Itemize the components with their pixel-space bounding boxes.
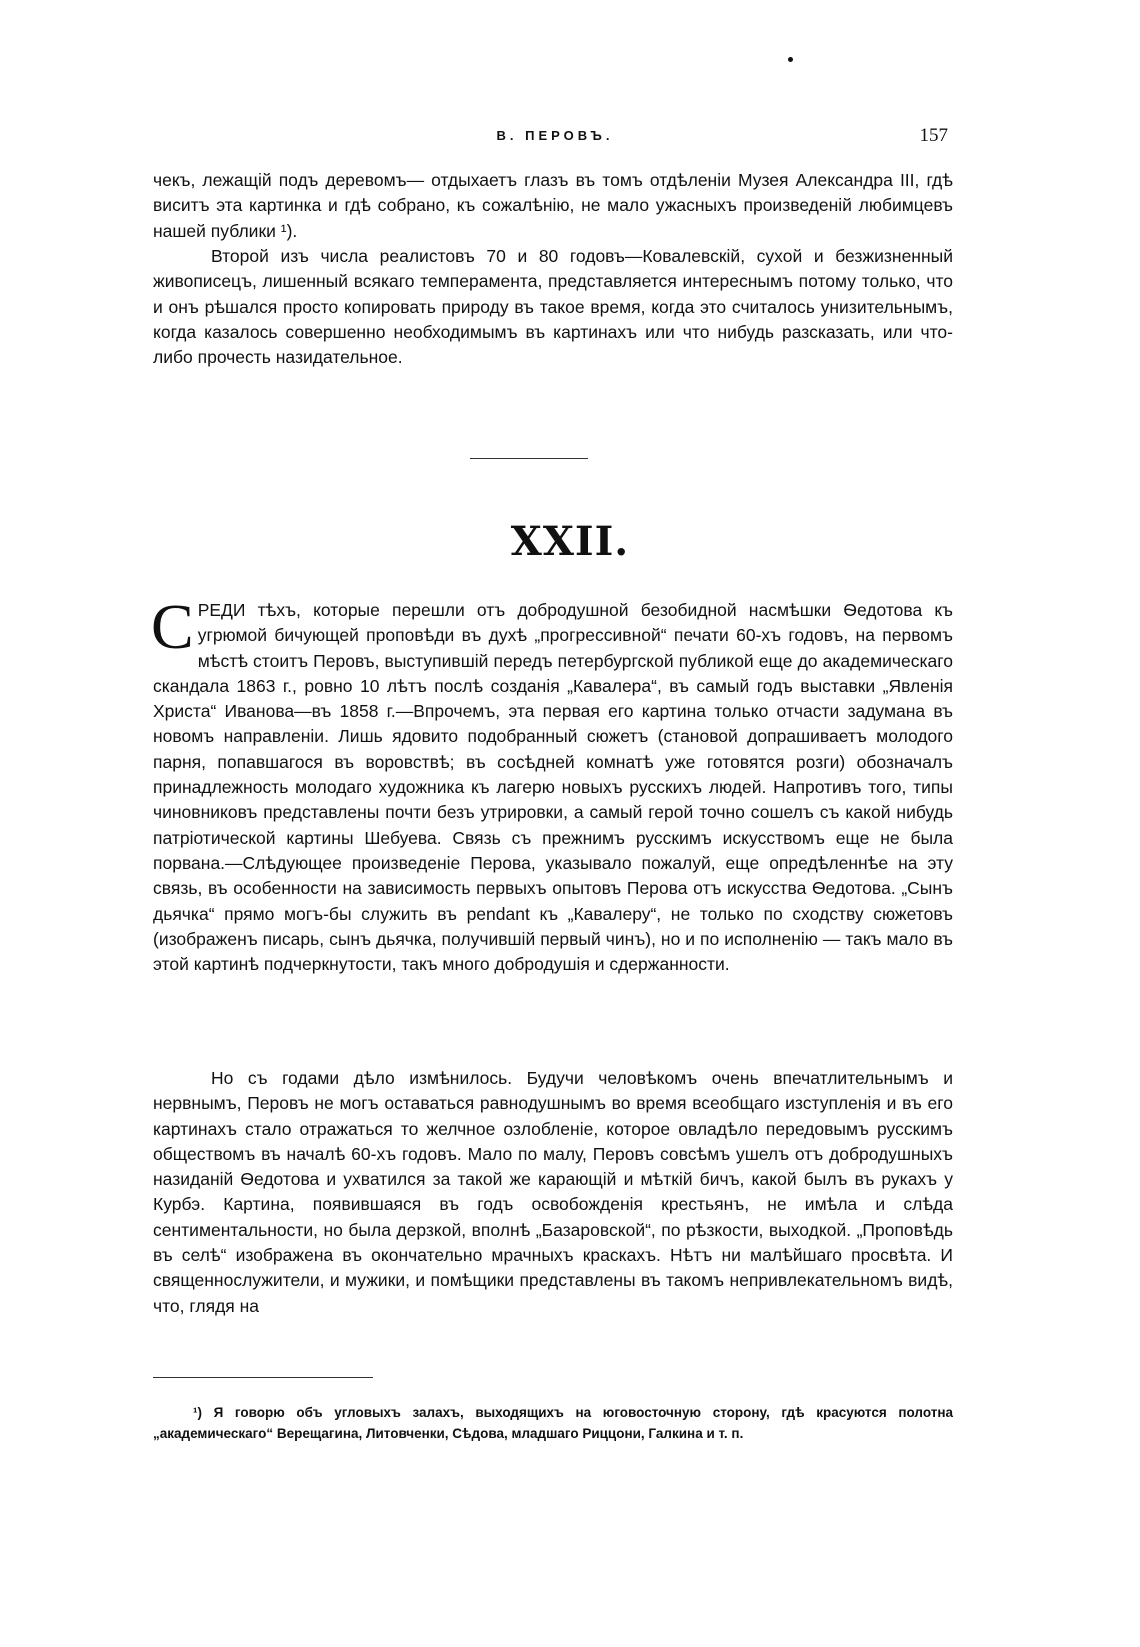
paragraph-continuation: чекъ, лежащій подъ деревомъ— отдыхаетъ глазъ въ томъ отдѣленіи Музея Александра III, гдѣ виситъ эта картинка и гдѣ собрано, къ сожалѣнію, не мало ужасныхъ произведеній любимцевъ нашей публики ¹). bbox=[153, 170, 953, 241]
paragraph-perov-later: Но съ годами дѣло измѣнилось. Будучи человѣкомъ очень впечатлительнымъ и нервнымъ, Перовъ не могъ оставаться равнодушнымъ во время всеобщаго изступленія и въ его картинахъ стало отражаться то желчное озлобленіе, которое овладѣло передовымъ русскимъ обществомъ въ началѣ 60-хъ годовъ. Мало по малу, Перовъ совсѣмъ ушелъ отъ добродушныхъ назиданій Ѳедотова и ухватился за такой же карающій и мѣткій бичъ, какой былъ въ рукахъ у Курбэ. Картина, появившаяся въ годъ освобожденія крестьянъ, не имѣла и слѣда сентиментальности, но была дерзкой, вполнѣ „Базаровской“, по рѣзкости, выходкой. „Проповѣдь въ селѣ“ изображена въ окончательно мрачныхъ краскахъ. Нѣтъ ни малѣйшаго просвѣта. И священнослужители, и мужики, и помѣщики представлены въ такомъ непривлекательномъ видѣ, что, глядя на bbox=[153, 1068, 953, 1316]
footnote: ¹) Я говорю объ угловыхъ залахъ, выходящихъ на юговосточную сторону, гдѣ красуются полотна „академическаго“ Верещагина, Литовченки, Сѣдова, младшаго Риццони, Галкина и т. п. bbox=[153, 1405, 953, 1441]
chapter-paragraph-text: РЕДИ тѣхъ, которые перешли отъ добродушной безобидной насмѣшки Ѳедотова къ угрюмой бичующей проповѣди въ духѣ „прогрессивной“ печати 60-хъ годовъ, на первомъ мѣстѣ стоитъ Перовъ, выступившій передъ петербургской публикой еще до академическаго скандала 1863 г., ровно 10 лѣтъ послѣ созданія „Кавалера“, въ самый годъ выставки „Явленія Христа“ Иванова—въ 1858 г.—Впрочемъ, эта первая его картина только отчасти задумана въ новомъ направленіи. Лишь ядовито подобранный сюжетъ (становой допрашиваетъ молодого парня, попавшагося въ воровствѣ; въ сосѣдней комнатѣ уже готовятся розги) обозначалъ принадлежность молодаго художника къ лагерю новыхъ русскихъ людей. Напротивъ того, типы чиновниковъ представлены почти безъ утрировки, а самый герой точно сошелъ съ какой нибудь патріотической картины Шебуева. Связь съ прежнимъ русскимъ искусствомъ еще не была порвана.—Слѣдующее произведеніе Перова, указывало пожалуй, еще опредѣленнѣе на эту связь, въ особенности на зависимость первыхъ опытовъ Перова отъ искусства Ѳедотова. „Сынъ дьячка“ прямо могъ-бы служить въ pendant къ „Кавалеру“, не только по сходству сюжетовъ (изображенъ писарь, сынъ дьячка, получившій первый чинъ), но и по исполненію — такъ мало въ этой картинѣ подчеркнутости, такъ много добродушія и сдержанности. bbox=[153, 600, 953, 975]
print-speck bbox=[788, 57, 793, 62]
footnote-rule bbox=[153, 1377, 373, 1378]
chapter-title: XXII. bbox=[510, 518, 630, 565]
paragraph-kovalevsky: Второй изъ числа реалистовъ 70 и 80 годовъ—Ковалевскій, сухой и безжизненный живописецъ, лишенный всякаго темперамента, представляется интереснымъ потому только, что и онъ рѣшался просто копировать природу въ такое время, когда это считалось унизительнымъ, когда казалось совершенно необходимымъ въ картинахъ или что нибудь разсказать, или что-либо прочесть назидательное. bbox=[153, 246, 953, 368]
page-number: 157 bbox=[919, 125, 948, 146]
section-separator bbox=[470, 458, 588, 459]
drop-cap: С bbox=[151, 591, 194, 662]
chapter-opening-paragraph bbox=[151, 591, 953, 977]
running-title: В. ПЕРОВЪ. bbox=[496, 128, 614, 143]
